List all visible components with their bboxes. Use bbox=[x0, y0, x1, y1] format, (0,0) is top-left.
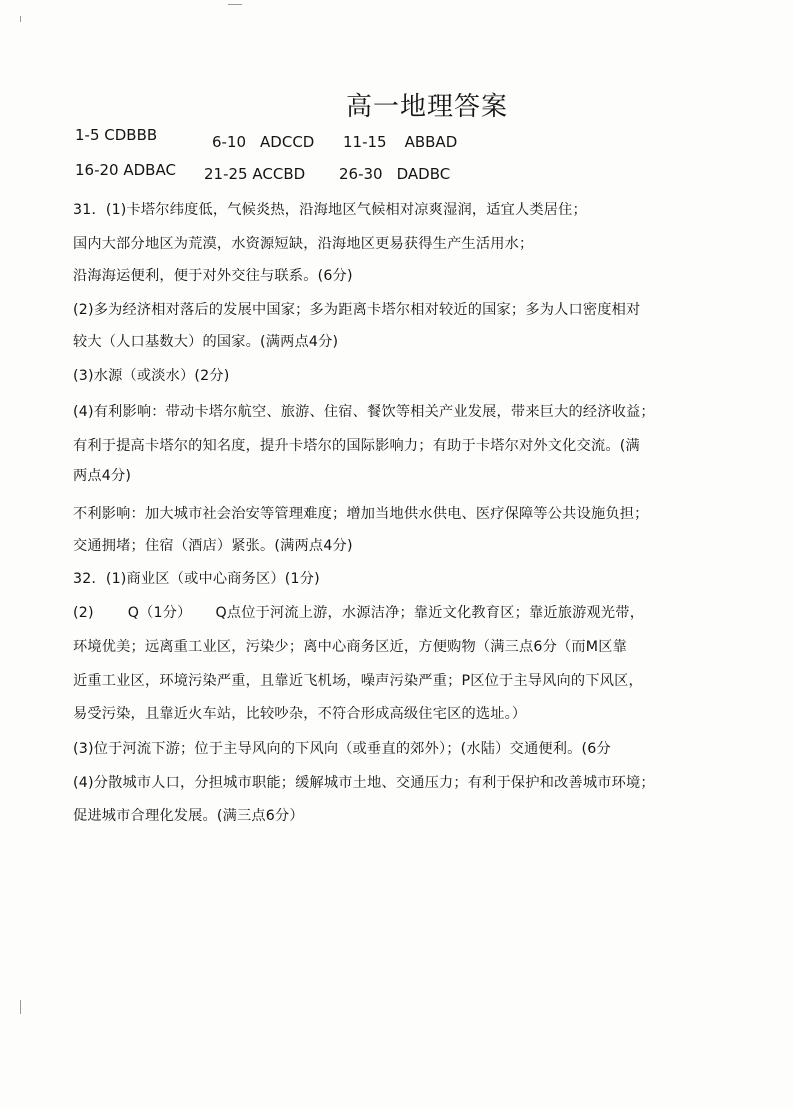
score-note: （1分） bbox=[139, 605, 192, 621]
chosen-area: Q bbox=[127, 605, 140, 621]
answer-line: 不利影响：加大城市社会治安等管理难度；增加当地供水供电、医疗保障等公共设施负担； bbox=[73, 506, 649, 522]
answer-text: Q点位于河流上游，水源洁净；靠近文化教育区；靠近旅游观光带， bbox=[215, 605, 645, 621]
answer-line: 31．(1)卡塔尔纬度低，气候炎热，沿海地区气候相对凉爽湿润，适宜人类居住； bbox=[73, 202, 587, 218]
answer-key-item: 6-10 ADCCD bbox=[212, 133, 315, 151]
answer-line: 交通拥堵；住宿（酒店）紧张。(满两点4分) bbox=[73, 538, 353, 554]
answer-key-item: 26-30 DADBC bbox=[339, 165, 451, 183]
question-label: (2) bbox=[73, 605, 94, 621]
answer-line: (4)分散城市人口，分担城市职能；缓解城市土地、交通压力；有利于保护和改善城市环境； bbox=[73, 775, 655, 791]
scan-mark-left bbox=[20, 16, 21, 22]
answer-line: 促进城市合理化发展。(满三点6分） bbox=[73, 808, 304, 824]
answer-key-item: 21-25 ACCBD bbox=[204, 165, 306, 183]
page-title: 高一地理答案 bbox=[345, 92, 508, 122]
answer-key-item: 16-20 ADBAC bbox=[75, 161, 176, 179]
answer-key-item: 11-15 ABBAD bbox=[343, 133, 458, 151]
answer-line: 32．(1)商业区（或中心商务区）(1分) bbox=[73, 571, 320, 587]
scan-mark-left-lower bbox=[20, 1000, 21, 1014]
answer-line: 易受污染，且靠近火车站，比较吵杂，不符合形成高级住宅区的选址。） bbox=[73, 706, 527, 722]
answer-line bbox=[73, 602, 644, 622]
scan-mark-top bbox=[228, 4, 242, 5]
answer-line: (3)位于河流下游；位于主导风向的下风向（或垂直的郊外）；(水陆）交通便利。(6分 bbox=[73, 741, 611, 757]
answer-line: (4)有利影响：带动卡塔尔航空、旅游、住宿、餐饮等相关产业发展，带来巨大的经济收益； bbox=[73, 404, 655, 420]
answer-key-item: 1-5 CDBBB bbox=[75, 126, 158, 144]
answer-line: 有利于提高卡塔尔的知名度，提升卡塔尔的国际影响力；有助于卡塔尔对外文化交流。(满 bbox=[73, 438, 640, 454]
answer-line: 环境优美；远离重工业区，污染少；离中心商务区近，方便购物（满三点6分（而M区靠 bbox=[73, 639, 628, 655]
answer-line: 国内大部分地区为荒漠，水资源短缺，沿海地区更易获得生产生活用水； bbox=[73, 236, 534, 252]
answer-line: 近重工业区，环境污染严重，且靠近飞机场，噪声污染严重；P区位于主导风向的下风区， bbox=[73, 673, 643, 689]
answer-line: 沿海海运便利，便于对外交往与联系。(6分) bbox=[73, 268, 353, 284]
answer-line: 两点4分) bbox=[73, 468, 132, 484]
answer-line: (2)多为经济相对落后的发展中国家；多为距离卡塔尔相对较近的国家；多为人口密度相对 bbox=[73, 302, 641, 318]
answer-line: (3)水源（或淡水）(2分) bbox=[73, 368, 230, 384]
answer-line: 较大（人口基数大）的国家。(满两点4分) bbox=[73, 334, 339, 350]
